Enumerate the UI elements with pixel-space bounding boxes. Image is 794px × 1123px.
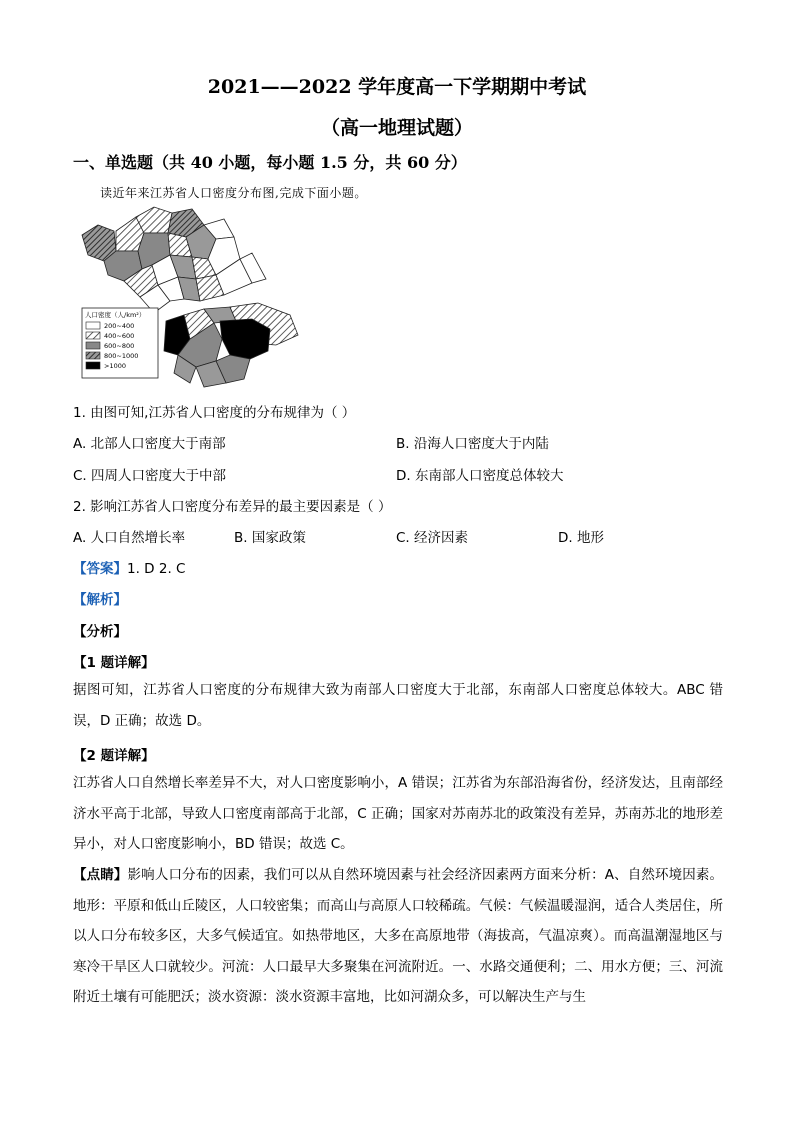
legend-title: 人口密度（人/km²） [85,311,146,319]
legend-label: 200~400 [104,322,135,330]
question-1-option-d: D. 东南部人口密度总体较大 [396,468,564,484]
exam-title: 2021——2022 学年度高一下学期期中考试 [207,76,587,98]
detail-2-text: 江苏省人口自然增长率差异不大，对人口密度影响小，A 错误；江苏省为东部沿海省份，经济发达，且南部经济水平高于北部，导致人口密度南部高于北部，C 正确；国家对苏南苏北的政策没有差异，苏南苏北的地形差异小，对人口密度影响小，BD 错误；故选 C。 [73,775,723,852]
question-2-option-c: C. 经济因素 [396,530,469,546]
question-1-option-b: B. 沿海人口密度大于内陆 [396,436,549,452]
question-2-option-d: D. 地形 [558,530,604,546]
legend-label: 600~800 [104,342,135,350]
legend-label: >1000 [104,362,126,370]
detail-1-text: 据图可知，江苏省人口密度的分布规律大致为南部人口密度大于北部，东南部人口密度总体较大。ABC 错误，D 正确；故选 D。 [73,682,723,729]
detail-2-tag: 【2 题详解】 [73,748,155,764]
exam-subtitle: （高一地理试题） [320,117,473,139]
question-2-stem: 2. 影响江苏省人口密度分布差异的最主要因素是（ ） [73,499,392,515]
answer-tag: 【答案】 [73,561,127,577]
section-heading: 一、单选题（共 40 小题，每小题 1.5 分，共 60 分） [73,153,467,172]
question-intro: 读近年来江苏省人口密度分布图,完成下面小题。 [100,186,367,200]
detail-1-tag: 【1 题详解】 [73,655,155,671]
fenxi-tag: 【分析】 [73,624,127,640]
analysis-tag: 【解析】 [73,592,127,608]
legend-label: 400~600 [104,332,135,340]
answer-line [73,557,185,577]
point-paragraph [73,860,723,1013]
point-text: 影响人口分布的因素，我们可以从自然环境因素与社会经济因素两方面来分析：A、自然环境因素。地形：平原和低山丘陵区，人口较密集；而高山与高原人口较稀疏。气候：气候温暖湿润，适合人类居住，所以人口分布较多区，大多气候适宜。如热带地区，大多在高原地带（海拔高，气温凉爽）。而高温潮湿地区与寒冷干旱区人口就较少。河流：人口最早大多聚集在河流附近。一、水路交通便利；二、用水方便；三、河流附近土壤有可能肥沃；淡水资源：淡水资源丰富地，比如河湖众多，可以解决生产与生 [73,867,724,1005]
question-1-stem: 1. 由图可知,江苏省人口密度的分布规律为（ ） [73,405,356,421]
legend-label: 800~1000 [104,352,139,360]
jiangsu-population-density-map [80,203,300,388]
point-tag: 【点睛】 [73,867,128,883]
question-1-option-a: A. 北部人口密度大于南部 [73,436,226,452]
question-1-option-c: C. 四周人口密度大于中部 [73,468,227,484]
answer-text: 1. D 2. C [127,561,186,577]
question-2-option-a: A. 人口自然增长率 [73,530,186,546]
question-2-option-b: B. 国家政策 [234,530,306,546]
map-legend [82,308,158,378]
map-region [220,319,270,359]
